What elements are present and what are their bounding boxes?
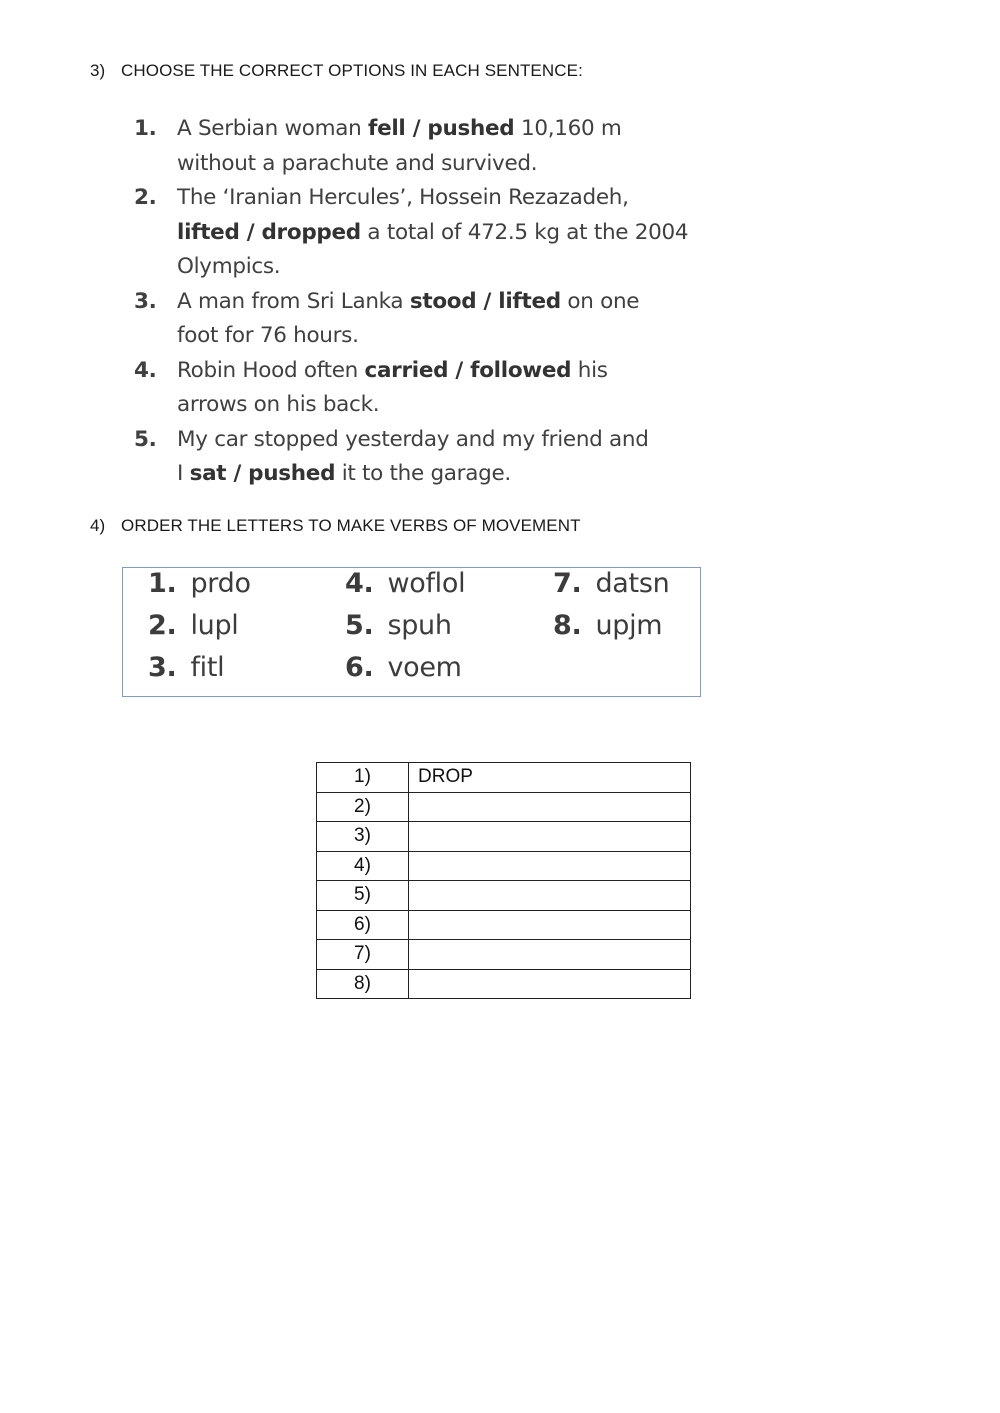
exercise-3-number: 3) [90,61,106,80]
answer-cell[interactable] [409,910,691,940]
sentence-text: 10,160 m [514,116,622,141]
scrambled-word-item [148,610,239,641]
answer-table [316,762,691,999]
answer-cell[interactable] [409,969,691,999]
row-number: 1) [317,763,409,793]
answer-cell[interactable] [409,940,691,970]
row-number: 4) [317,851,409,881]
scrambled-word: fitl [190,652,225,683]
table-row [317,940,691,970]
scrambled-word-item [345,568,465,599]
answer-cell[interactable] [409,851,691,881]
row-number: 2) [317,792,409,822]
sentence-number: 2. [134,185,157,210]
sentence-item [134,354,714,423]
scrambled-word-item [148,568,251,599]
sentence-line [177,112,714,147]
exercise-4-number: 4) [90,516,106,535]
scrambled-word-number: 7. [553,568,582,599]
sentence-line [177,319,714,354]
answer-cell[interactable] [409,822,691,852]
scrambled-word: upjm [595,610,663,641]
scrambled-word: voem [387,652,462,683]
sentence-item [134,181,714,285]
sentence-line [177,250,714,285]
row-number: 6) [317,910,409,940]
answer-options[interactable]: sat / pushed [189,461,336,486]
scrambled-word-number: 5. [345,610,374,641]
sentence-line [177,181,714,216]
scrambled-word-number: 2. [148,610,177,641]
scrambled-word-item [345,610,452,641]
sentence-text: Olympics. [177,254,281,279]
answer-options[interactable]: carried / followed [364,357,572,383]
table-row [317,851,691,881]
exercise-3-title: CHOOSE THE CORRECT OPTIONS IN EACH SENTENCE: [121,61,583,80]
sentence-text: A man from Sri Lanka [177,288,410,314]
sentence-text: foot for 76 hours. [177,323,359,348]
answer-cell[interactable]: DROP [409,763,691,793]
sentence-text: on one [560,288,640,314]
row-number: 7) [317,940,409,970]
sentence-line [177,354,714,389]
scrambled-word: spuh [387,610,452,641]
answer-cell[interactable] [409,881,691,911]
row-number: 8) [317,969,409,999]
sentence-number: 3. [134,288,157,314]
sentence-text: his [571,357,608,383]
scrambled-word-item [345,652,462,683]
sentence-item [134,112,714,181]
scrambled-word-number: 4. [345,568,374,599]
answer-cell[interactable] [409,792,691,822]
scrambled-word-number: 3. [148,652,177,683]
row-number: 3) [317,822,409,852]
scrambled-word-item [553,610,662,641]
scrambled-word: prdo [190,568,251,599]
table-row [317,910,691,940]
sentence-line [177,216,714,251]
sentence-text: it to the garage. [335,461,511,486]
scrambled-word-number: 6. [345,652,374,683]
sentence-text: I [177,461,190,486]
sentence-number: 5. [134,426,157,452]
table-row [317,822,691,852]
exercise-4-title: ORDER THE LETTERS TO MAKE VERBS OF MOVEMENT [121,516,581,535]
sentence-text: The ‘Iranian Hercules’, Hossein Rezazadeh, [177,185,629,210]
table-row [317,792,691,822]
scrambled-word: woflol [387,568,466,599]
exercise-4-heading [90,516,581,536]
sentence-text: without a parachute and survived. [177,150,538,176]
sentence-item [134,285,714,354]
sentence-number: 1. [134,116,157,141]
sentence-list [134,112,714,492]
scrambled-word-number: 1. [148,568,177,599]
scrambled-word-number: 8. [553,610,582,641]
sentence-line [177,147,714,182]
sentence-item [134,423,714,492]
scrambled-word-item [148,652,224,683]
sentence-number: 4. [134,357,157,383]
row-number: 5) [317,881,409,911]
answer-options[interactable]: fell / pushed [368,116,515,141]
answer-options[interactable]: stood / lifted [409,288,561,314]
scrambled-word: lupl [190,610,239,641]
table-row [317,881,691,911]
sentence-text: Robin Hood often [177,357,365,383]
sentence-line [177,457,714,492]
sentence-text: a total of 472.5 kg at the 2004 [360,219,689,245]
scrambled-word: datsn [595,568,670,599]
scrambled-word-box [122,567,701,697]
table-row [317,763,691,793]
sentence-text: A Serbian woman [177,116,369,141]
sentence-text: arrows on his back. [177,392,380,417]
sentence-text: My car stopped yesterday and my friend and [177,426,649,452]
sentence-line [177,388,714,423]
answer-options[interactable]: lifted / dropped [177,219,361,245]
sentence-line [177,423,714,458]
table-row [317,969,691,999]
sentence-line [177,285,714,320]
exercise-3-heading [90,61,583,81]
scrambled-word-item [553,568,669,599]
